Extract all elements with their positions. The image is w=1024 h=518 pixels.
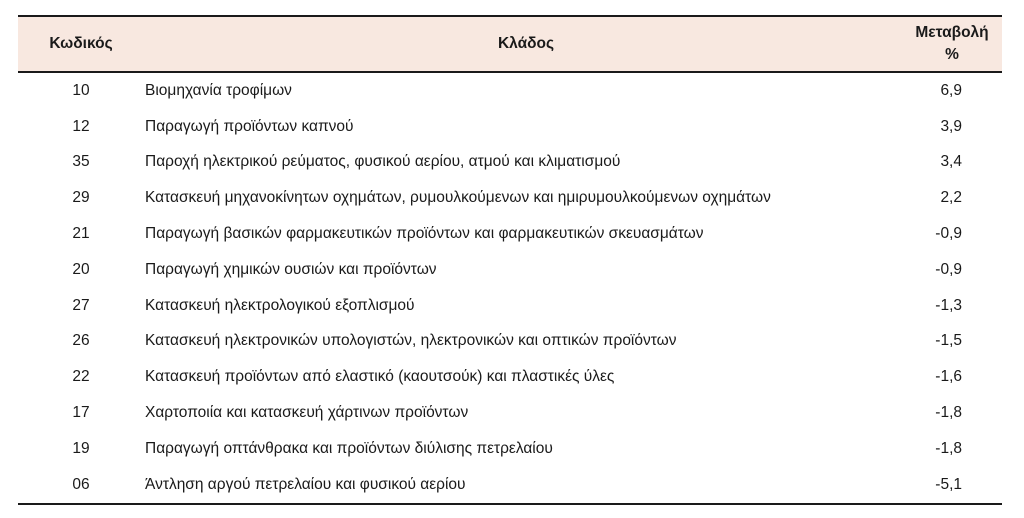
table-row (18, 467, 1002, 504)
row-change: 3,4 (940, 153, 962, 171)
table-row (18, 359, 1002, 395)
row-code: 29 (72, 189, 90, 207)
row-change: 2,2 (940, 189, 962, 207)
row-sector: Παραγωγή χημικών ουσιών και προϊόντων (145, 260, 437, 278)
row-code: 06 (18, 467, 144, 504)
header-code: Κωδικός (18, 16, 144, 72)
row-code: 21 (72, 225, 90, 243)
row-code: 22 (72, 368, 90, 386)
row-sector: Χαρτοποιία και κατασκευή χάρτινων προϊόντων (145, 404, 469, 422)
row-code: 19 (72, 439, 90, 457)
row-change: -1,8 (935, 439, 962, 457)
industry-change-table (18, 15, 1002, 505)
header-sector: Κλάδος (144, 16, 908, 72)
row-sector: Κατασκευή ηλεκτρονικών υπολογιστών, ηλεκτρονικών και οπτικών προϊόντων (145, 332, 677, 350)
header-change-unit: % (945, 46, 959, 63)
table-row (18, 180, 1002, 216)
row-change: -1,3 (935, 296, 962, 314)
row-code: 10 (72, 81, 90, 99)
row-sector: Κατασκευή ηλεκτρολογικού εξοπλισμού (145, 296, 415, 314)
table-row (18, 324, 1002, 360)
row-change: 3,9 (940, 117, 962, 135)
row-sector: Παροχή ηλεκτρικού ρεύματος, φυσικού αερίου, ατμού και κλιματισμού (145, 153, 621, 171)
row-change: 6,9 (940, 81, 962, 99)
row-change: -0,9 (935, 260, 962, 278)
table-row (18, 109, 1002, 145)
row-code: 17 (72, 404, 90, 422)
table-row (18, 395, 1002, 431)
header-change-label: Μεταβολή (915, 24, 989, 41)
row-sector: Παραγωγή βασικών φαρμακευτικών προϊόντων και φαρμακευτικών σκευασμάτων (145, 225, 704, 243)
table-row (18, 252, 1002, 288)
header-row (18, 16, 1002, 72)
row-sector: Παραγωγή προϊόντων καπνού (145, 117, 354, 135)
row-code: 26 (72, 332, 90, 350)
table-row (18, 288, 1002, 324)
row-code: 27 (72, 296, 90, 314)
row-change: -5,1 (908, 467, 1002, 504)
industry-change-table-container (18, 15, 1002, 505)
table-row (18, 216, 1002, 252)
table-row (18, 145, 1002, 181)
table-row (18, 431, 1002, 467)
row-sector: Άντληση αργού πετρελαίου και φυσικού αερίου (144, 467, 908, 504)
row-code: 12 (72, 117, 90, 135)
row-change: -1,5 (935, 332, 962, 350)
row-sector: Κατασκευή μηχανοκίνητων οχημάτων, ρυμουλκούμενων και ημιρυμουλκούμενων οχημάτων (145, 189, 771, 207)
table-body (18, 72, 1002, 504)
row-sector: Παραγωγή οπτάνθρακα και προϊόντων διύλισης πετρελαίου (145, 439, 553, 457)
row-code: 20 (72, 260, 90, 278)
row-sector: Κατασκευή προϊόντων από ελαστικό (καουτσούκ) και πλαστικές ύλες (145, 368, 615, 386)
header-change (908, 16, 1002, 72)
table-row (18, 72, 1002, 109)
row-sector: Βιομηχανία τροφίμων (145, 81, 292, 99)
row-change: -1,8 (935, 404, 962, 422)
row-change: -1,6 (935, 368, 962, 386)
table-header (18, 16, 1002, 72)
row-code: 35 (72, 153, 90, 171)
row-change: -0,9 (935, 225, 962, 243)
